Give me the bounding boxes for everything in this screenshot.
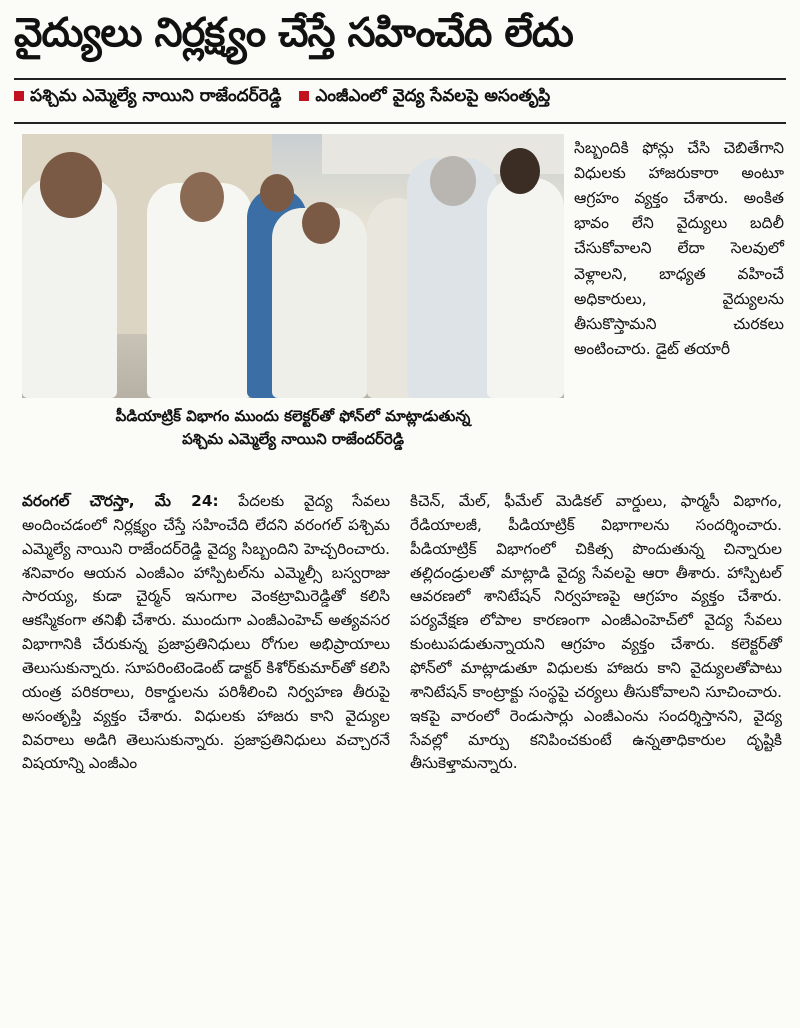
caption-line-2: పశ్చిమ ఎమ్మెల్యే నాయిని రాజేందర్‌రెడ్డి — [182, 430, 404, 449]
subhead-2: ఎంజీఎంలో వైద్య సేవలపై అసంతృప్తి — [315, 86, 551, 106]
divider — [14, 78, 786, 80]
bullet-icon — [299, 91, 309, 101]
divider — [14, 122, 786, 124]
body-text-left: పేదలకు వైద్య సేవలు అందించడంలో నిర్లక్ష్యం చేస్తే సహించేది లేదని వరంగల్ పశ్చిమ ఎమ్మెల్యే నాయిని రాజేందర్‌రెడ్డి వైద్య సిబ్బందిని హెచ్చరించారు. శనివారం ఆయన ఎంజీఎం హాస్పిటల్‌ను ఎమ్మెల్సీ బస్వరాజు సారయ్య, కుడా చైర్మన్ ఇనుగాల వెంకట్రామిరెడ్డితో కలిసి ఆకస్మికంగా తనిఖీ చేశారు. ముందుగా ఎంజీఎంహెచ్ అత్యవసర విభాగానికి చేరుకున్న ప్రజాప్రతినిధులు రోగుల అభిప్రాయాలు తెలుసుకున్నారు. సూపరింటెండెంట్ డాక్టర్ కిశోర్‌కుమార్‌తో కలిసి యంత్ర పరికరాలు, రికార్డులను పరిశీలించి నిర్వహణ తీరుపై అసంతృప్తి వ్యక్తం చేశారు. విధులకు హాజరు కాని వైద్యుల వివరాలు అడిగి తెలుసుకున్నారు. ప్రజాప్రతినిధులు వచ్చారనే విషయాన్ని ఎంజీఎం — [22, 492, 390, 773]
news-photo — [22, 134, 564, 398]
body-text-right: కిచెన్, మేల్, ఫీమేల్ మెడికల్ వార్డులు, ఫార్మసీ విభాగం, రేడియాలజీ, పీడియాట్రిక్ విభాగాలను సందర్శించారు. పీడియాట్రిక్ విభాగంలో చికిత్స పొందుతున్న చిన్నారుల తల్లిదండ్రులతో మాట్లాడి వైద్య సేవలపై ఆరా తీశారు. హాస్పిటల్ ఆవరణలో శానిటేషన్ నిర్వహణపై ఆగ్రహం వ్యక్తం చేశారు. పర్యవేక్షణ లోపాల కారణంగా ఎంజీఎంహెచ్‌లో వైద్య సేవలు కుంటుపడుతున్నాయని ఆగ్రహం వ్యక్తం చేశారు. కలెక్టర్‌తో ఫోన్‌లో మాట్లాడుతూ విధులకు హాజరు కాని వైద్యులతోపాటు శానిటేషన్ కాంట్రాక్టు సంస్థపై చర్యలు తీసుకోవాలని సూచించారు. ఇకపై వారంలో రెండుసార్లు ఎంజీఎంను సందర్శిస్తానని, వైద్య సేవల్లో మార్పు కనిపించకుంటే ఉన్నతాధికారుల దృష్టికి తీసుకెళ్తామన్నారు. — [410, 492, 782, 773]
subhead-1: పశ్చిమ ఎమ్మెల్యే నాయిని రాజేందర్‌రెడ్డి — [30, 86, 282, 106]
headline: వైద్యులు నిర్లక్ష్యం చేస్తే సహించేది లేదు — [14, 10, 573, 56]
caption-line-1: పీడియాట్రిక్ విభాగం ముందు కలెక్టర్‌తో ఫోన్‌లో మాట్లాడుతున్న — [115, 407, 471, 425]
sidebar-text: సిబ్బందికి ఫోన్లు చేసి చెబితేగాని విధులకు హాజరుకారా అంటూ ఆగ్రహం వ్యక్తం చేశారు. అంకిత భావం లేని వైద్యులు బదిలీ చేసుకోవాలని లేదా సెలవులో వెళ్లాలని, బాధ్యత వహించే అధికారులు, వైద్యులను తీసుకొస్తామని చురకలు అంటించారు. డైట్ తయారీ — [574, 139, 784, 358]
body-column-left — [22, 490, 390, 776]
dateline: వరంగల్ చౌరస్తా, మే 24: — [22, 492, 219, 510]
body-paragraph-left — [22, 490, 390, 776]
bullet-icon — [14, 91, 24, 101]
sidebar-column — [574, 136, 784, 362]
body-column-right — [410, 490, 782, 776]
subheads — [14, 86, 786, 110]
photo-caption — [22, 405, 564, 452]
